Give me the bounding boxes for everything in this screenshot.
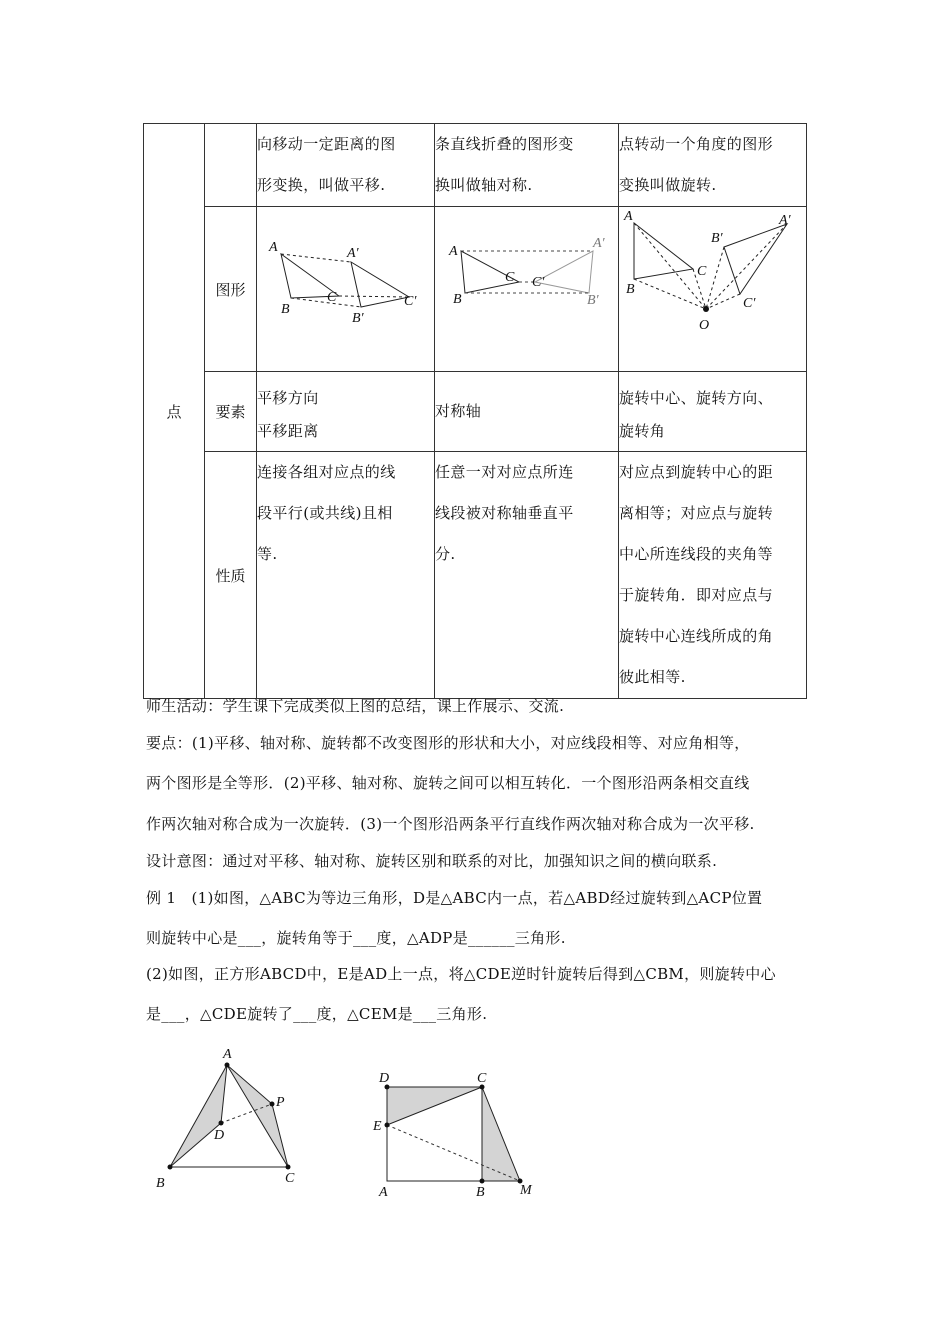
- point-label: B: [281, 302, 290, 317]
- figure-row-label: 图形: [215, 280, 246, 299]
- example2-line: (2)如图，正方形ABCD中，E是AD上一点，将△CDE逆时针旋转后得到△CBM，则旋转中心: [146, 965, 776, 983]
- keypoints-line: 作两次轴对称合成为一次旋转．(3)一个图形沿两条平行直线作两次轴对称合成为一次平移.: [146, 815, 755, 833]
- point-label: O: [699, 318, 710, 333]
- rotation-figure: [619, 207, 807, 367]
- text-line: 对称轴: [435, 402, 482, 420]
- point-dot: [480, 1179, 485, 1184]
- text-line: 旋转中心连线所成的角: [619, 627, 774, 645]
- point-label: C: [327, 290, 337, 305]
- point-label: A′: [593, 236, 605, 251]
- text-line: 换叫做轴对称.: [435, 176, 533, 194]
- properties-label-cell: [205, 452, 257, 699]
- def-translation-cell: [257, 124, 435, 207]
- point-label: B′: [587, 293, 599, 308]
- row-head-cell: [144, 124, 205, 699]
- text-line: 段平行(或共线)且相: [257, 504, 393, 522]
- reflection-figure-cell: [435, 207, 619, 372]
- text-line: 于旋转角．即对应点与: [619, 586, 774, 604]
- point-label: E: [373, 1119, 382, 1134]
- text-line: 变换叫做旋转.: [619, 176, 717, 194]
- def-reflection-cell: [435, 124, 619, 207]
- example2-line: 是___，△CDE旋转了___度，△CEM是___三角形.: [146, 1005, 488, 1023]
- text-line: 等.: [257, 545, 278, 563]
- point-label: P: [276, 1095, 285, 1110]
- dashed-line: [706, 294, 740, 309]
- empty-label-cell: [205, 124, 257, 207]
- example1-figure: [150, 1040, 310, 1195]
- properties-translation-cell: [257, 452, 435, 699]
- dashed-line: [291, 298, 361, 307]
- text-line: 平移方向: [257, 389, 319, 407]
- elements-reflection-cell: [435, 372, 619, 452]
- keypoints-line: 两个图形是全等形．(2)平移、轴对称、旋转之间可以相互转化．一个图形沿两条相交直线: [146, 774, 750, 792]
- text-line: 任意一对对应点所连: [435, 463, 574, 481]
- point-dot: [219, 1121, 224, 1126]
- table-row-figure: [144, 207, 807, 372]
- text-line: 形变换，叫做平移.: [257, 176, 386, 194]
- properties-rotation-cell: [619, 452, 807, 699]
- example1-line: 例 1 (1)如图，△ABC为等边三角形，D是△ABC内一点，若△ABD经过旋转到△ACP位置: [146, 889, 763, 907]
- elements-translation-cell: [257, 372, 435, 452]
- text-line: 向移动一定距离的图: [257, 135, 396, 153]
- point-label: A: [449, 244, 458, 259]
- point-label: B: [156, 1176, 165, 1191]
- point-label: A: [269, 240, 278, 255]
- row-head-label: 点: [166, 402, 182, 421]
- point-dot: [286, 1165, 291, 1170]
- triangle-abc: [634, 223, 693, 279]
- point-label: C′: [532, 275, 545, 290]
- text-line: 平移距离: [257, 422, 319, 440]
- activity-paragraph: 师生活动：学生课下完成类似上图的总结，课上作展示、交流.: [146, 697, 565, 715]
- point-label: M: [520, 1183, 532, 1198]
- text-line: 中心所连线段的夹角等: [619, 545, 774, 563]
- rotation-center-dot: [703, 306, 709, 312]
- table-row-definition: [144, 124, 807, 207]
- design-intent-paragraph: 设计意图：通过对平移、轴对称、旋转区别和联系的对比，加强知识之间的横向联系.: [146, 852, 718, 870]
- text-line: 分.: [435, 545, 456, 563]
- translation-figure-cell: [257, 207, 435, 372]
- example2-figure: [365, 1062, 550, 1202]
- properties-reflection-cell: [435, 452, 619, 699]
- elements-label-cell: [205, 372, 257, 452]
- reflection-figure: [435, 207, 619, 367]
- square-sides: [387, 1125, 482, 1181]
- dashed-line: [634, 279, 706, 309]
- point-label: A: [624, 209, 633, 224]
- example1-line: 则旋转中心是___，旋转角等于___度，△ADP是______三角形.: [146, 929, 566, 947]
- def-rotation-cell: [619, 124, 807, 207]
- rotation-figure-cell: [619, 207, 807, 372]
- table-row-elements: [144, 372, 807, 452]
- keypoints-line: 要点：(1)平移、轴对称、旋转都不改变图形的形状和大小，对应线段相等、对应角相等，: [146, 734, 750, 752]
- text-line: 线段被对称轴垂直平: [435, 504, 574, 522]
- text-line: 离相等；对应点与旋转: [619, 504, 774, 522]
- shaded-triangle-acp: [227, 1065, 288, 1167]
- point-dot: [270, 1102, 275, 1107]
- text-line: 旋转角: [619, 422, 666, 440]
- point-label: C: [697, 264, 707, 279]
- point-label: C: [477, 1071, 487, 1086]
- elements-row-label: 要素: [215, 403, 246, 421]
- point-dot: [168, 1165, 173, 1170]
- figure-label-cell: [205, 207, 257, 372]
- properties-row-label: 性质: [215, 566, 246, 585]
- point-label: A: [223, 1047, 232, 1062]
- table-row-properties: [144, 452, 807, 699]
- triangle-abc-prime: [351, 262, 409, 307]
- dashed-line: [339, 296, 409, 297]
- point-label: D: [379, 1071, 390, 1086]
- shaded-triangle-abd: [170, 1065, 227, 1167]
- text-line: 彼此相等.: [619, 668, 686, 686]
- translation-figure: [257, 207, 435, 367]
- point-label: B: [626, 282, 635, 297]
- point-label: B: [476, 1185, 485, 1200]
- text-line: 条直线折叠的图形变: [435, 135, 574, 153]
- point-label: B′: [711, 231, 723, 246]
- point-label: B: [453, 292, 462, 307]
- comparison-table: [143, 123, 807, 699]
- point-label: B′: [352, 311, 364, 326]
- point-label: A′: [347, 246, 359, 261]
- elements-rotation-cell: [619, 372, 807, 452]
- text-line: 点转动一个角度的图形: [619, 135, 774, 153]
- dashed-line: [634, 223, 706, 309]
- dashed-line: [281, 254, 351, 262]
- text-line: 旋转中心、旋转方向、: [619, 389, 774, 407]
- point-label: A: [379, 1185, 388, 1200]
- point-label: C′: [743, 296, 756, 311]
- point-label: C: [505, 270, 515, 285]
- point-dot: [385, 1123, 390, 1128]
- point-label: A′: [779, 213, 791, 228]
- point-label: C′: [404, 294, 417, 309]
- text-line: 连接各组对应点的线: [257, 463, 396, 481]
- shaded-triangle-cde: [387, 1087, 482, 1125]
- point-label: D: [214, 1128, 225, 1143]
- text-line: 对应点到旋转中心的距: [619, 463, 774, 481]
- point-dot: [225, 1063, 230, 1068]
- point-label: C: [285, 1171, 295, 1186]
